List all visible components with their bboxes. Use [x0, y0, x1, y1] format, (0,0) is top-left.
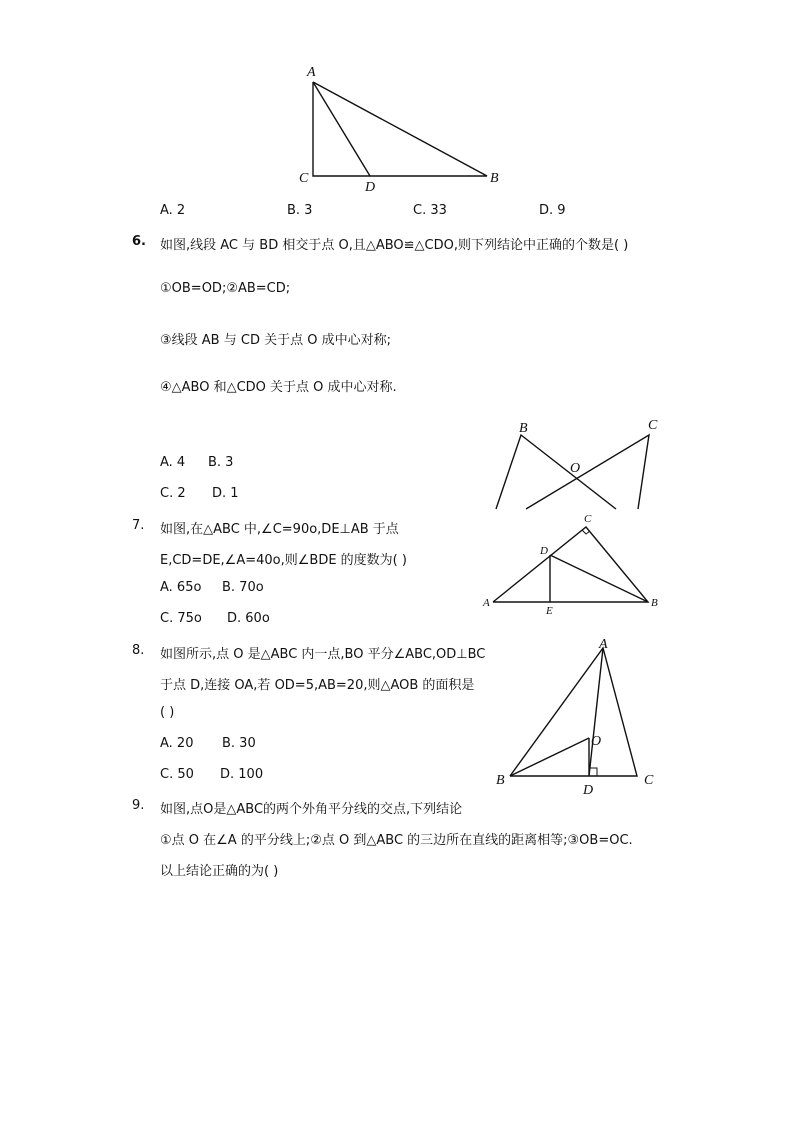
q9-stem-line1: 如图,点O是△ABC的两个外角平分线的交点,下列结论	[160, 802, 463, 817]
q9-stem-line3: 以上结论正确的为( )	[160, 864, 279, 879]
q8-stem-line3: ( )	[160, 705, 175, 720]
q8-number: 8.	[132, 643, 145, 658]
q7-option-a[interactable]: A. 65o	[160, 580, 202, 595]
q5-label-a: A	[307, 65, 316, 80]
q7-label-c: C	[584, 513, 592, 525]
q8-label-o: O	[591, 734, 602, 749]
q8-label-a: A	[599, 637, 608, 652]
q6-statement-1: ①OB=OD;②AB=CD;	[160, 281, 291, 296]
q6-option-a[interactable]: A. 4	[160, 455, 186, 470]
q8-option-b[interactable]: B. 30	[222, 736, 256, 751]
q7-label-d: D	[540, 545, 548, 557]
q6-crossing-segments-figure	[486, 412, 676, 512]
q5-option-c[interactable]: C. 33	[413, 203, 447, 218]
q6-label-o: O	[570, 461, 581, 476]
q8-stem-line1: 如图所示,点 O 是△ABC 内一点,BO 平分∠ABC,OD⊥BC	[160, 647, 486, 662]
q7-label-a: A	[483, 597, 490, 609]
q9-number: 9.	[132, 798, 145, 813]
q5-segment-ad	[313, 82, 370, 176]
q5-triangle-figure	[290, 60, 520, 200]
q8-triangle-abc	[510, 648, 637, 776]
q7-option-d[interactable]: D. 60o	[227, 611, 270, 626]
q7-stem-line2: E,CD=DE,∠A=40o,则∠BDE 的度数为( )	[160, 553, 407, 568]
q6-label-c: C	[648, 418, 658, 433]
q8-option-a[interactable]: A. 20	[160, 736, 194, 751]
q5-label-d: D	[365, 180, 376, 195]
q6-label-b: B	[519, 421, 528, 436]
q7-triangle-figure	[478, 510, 668, 620]
q8-label-d: D	[583, 783, 594, 798]
q7-label-b: B	[651, 597, 658, 609]
q6-statement-3: ④△ABO 和△CDO 关于点 O 成中心对称.	[160, 380, 397, 395]
q8-option-d[interactable]: D. 100	[220, 767, 264, 782]
q8-stem-line2: 于点 D,连接 OA,若 OD=5,AB=20,则△AOB 的面积是	[160, 678, 475, 693]
q8-triangle-figure	[490, 630, 670, 800]
q6-segments-b	[496, 435, 616, 509]
q6-option-c[interactable]: C. 2	[160, 486, 186, 501]
q8-segment-bo	[510, 738, 589, 776]
q8-label-b: B	[496, 773, 505, 788]
q8-label-c: C	[644, 773, 654, 788]
q5-option-d[interactable]: D. 9	[539, 203, 566, 218]
q7-number: 7.	[132, 518, 145, 533]
q8-segment-ao	[589, 648, 603, 776]
q7-option-b[interactable]: B. 70o	[222, 580, 264, 595]
q7-segment-bd	[550, 555, 648, 602]
q7-label-e: E	[546, 605, 553, 617]
q5-triangle-abc	[313, 82, 487, 176]
q6-option-d[interactable]: D. 1	[212, 486, 239, 501]
q7-option-c[interactable]: C. 75o	[160, 611, 202, 626]
q6-option-b[interactable]: B. 3	[208, 455, 234, 470]
q5-label-c: C	[299, 171, 309, 186]
q6-stem: 如图,线段 AC 与 BD 相交于点 O,且△ABO≌△CDO,则下列结论中正确的个数是( )	[160, 238, 629, 253]
q5-option-b[interactable]: B. 3	[287, 203, 313, 218]
q7-stem-line1: 如图,在△ABC 中,∠C=90o,DE⊥AB 于点	[160, 522, 399, 537]
q6-segments-c	[526, 435, 649, 509]
q9-stem-line2: ①点 O 在∠A 的平分线上;②点 O 到△ABC 的三边所在直线的距离相等;③OB=OC.	[160, 833, 633, 848]
q8-option-c[interactable]: C. 50	[160, 767, 194, 782]
q5-label-b: B	[490, 171, 499, 186]
q6-statement-2: ③线段 AB 与 CD 关于点 O 成中心对称;	[160, 333, 391, 348]
q6-number: 6.	[132, 234, 146, 249]
q5-option-a[interactable]: A. 2	[160, 203, 186, 218]
